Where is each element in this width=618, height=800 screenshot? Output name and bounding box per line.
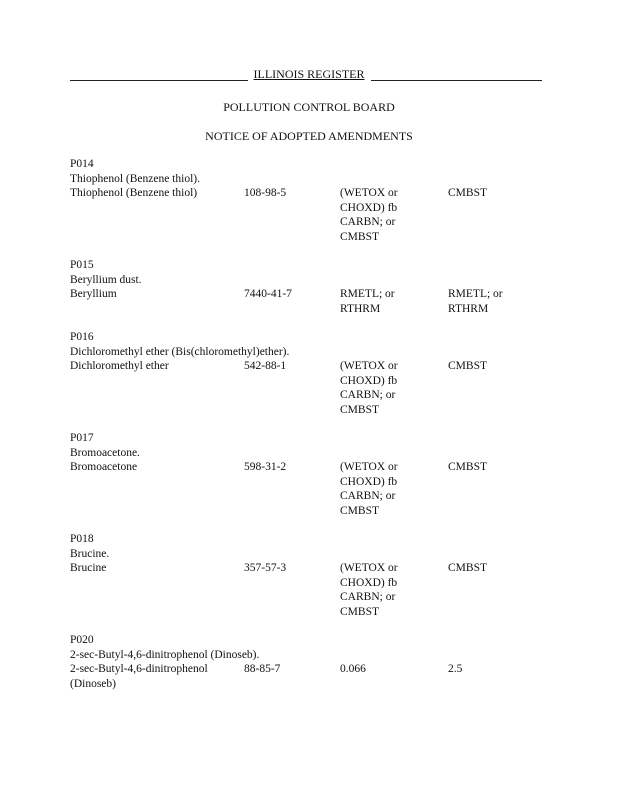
constituent-row <box>70 561 550 619</box>
cas-number: 88-85-7 <box>244 663 281 675</box>
nonwastewater-standard: 2.5 <box>448 663 463 675</box>
waste-description: Thiophenol (Benzene thiol). <box>70 172 200 185</box>
register-title: ILLINOIS REGISTER <box>0 67 618 82</box>
wastewater-standard: (WETOX or CHOXD) fb CARBN; or CMBST <box>340 461 398 517</box>
constituent-row <box>70 662 550 691</box>
nonwastewater-standard: CMBST <box>448 562 487 574</box>
wastewater-standard: 0.066 <box>340 663 366 675</box>
waste-description: Dichloromethyl ether (Bis(chloromethyl)ether). <box>70 345 290 358</box>
nonwastewater-standard: RMETL; or RTHRM <box>448 288 503 315</box>
waste-entry <box>70 157 550 244</box>
waste-description: Bromoacetone. <box>70 446 140 459</box>
cas-number: 598-31-2 <box>244 461 287 473</box>
wastewater-standard: (WETOX or CHOXD) fb CARBN; or CMBST <box>340 187 398 243</box>
constituent-row <box>70 186 550 244</box>
waste-code: P020 <box>70 634 94 646</box>
constituent-name: 2-sec-Butyl-4,6-dinitrophenol (Dinoseb) <box>70 663 208 690</box>
nonwastewater-standard: CMBST <box>448 360 487 372</box>
constituent-row <box>70 359 550 417</box>
constituent-name: Thiophenol (Benzene thiol) <box>70 187 198 199</box>
wastewater-standard: (WETOX or CHOXD) fb CARBN; or CMBST <box>340 562 398 618</box>
waste-code: P016 <box>70 331 94 343</box>
notice-title: NOTICE OF ADOPTED AMENDMENTS <box>205 129 413 143</box>
waste-entry <box>70 532 550 619</box>
waste-entry <box>70 330 550 417</box>
cas-number: 357-57-3 <box>244 562 287 574</box>
waste-code: P018 <box>70 533 94 545</box>
waste-description: Beryllium dust. <box>70 273 142 286</box>
constituent-name: Dichloromethyl ether <box>70 360 169 372</box>
cas-number: 542-88-1 <box>244 360 287 372</box>
cas-number: 7440-41-7 <box>244 288 292 300</box>
constituent-row <box>70 460 550 518</box>
waste-code: P015 <box>70 259 94 271</box>
nonwastewater-standard: CMBST <box>448 461 487 473</box>
nonwastewater-standard: CMBST <box>448 187 487 199</box>
board-title: POLLUTION CONTROL BOARD <box>223 100 395 114</box>
waste-entry <box>70 258 550 316</box>
constituent-row <box>70 287 550 316</box>
constituent-name: Brucine <box>70 562 107 574</box>
waste-description: 2-sec-Butyl-4,6-dinitrophenol (Dinoseb). <box>70 648 260 661</box>
waste-entry <box>70 633 550 691</box>
waste-code: P017 <box>70 432 94 444</box>
wastewater-standard: RMETL; or RTHRM <box>340 288 395 315</box>
constituent-name: Bromoacetone <box>70 461 138 473</box>
waste-code: P014 <box>70 158 94 170</box>
cas-number: 108-98-5 <box>244 187 287 199</box>
constituent-name: Beryllium <box>70 288 117 300</box>
waste-code-list <box>70 157 550 705</box>
waste-entry <box>70 431 550 518</box>
wastewater-standard: (WETOX or CHOXD) fb CARBN; or CMBST <box>340 360 398 416</box>
waste-description: Brucine. <box>70 547 110 560</box>
